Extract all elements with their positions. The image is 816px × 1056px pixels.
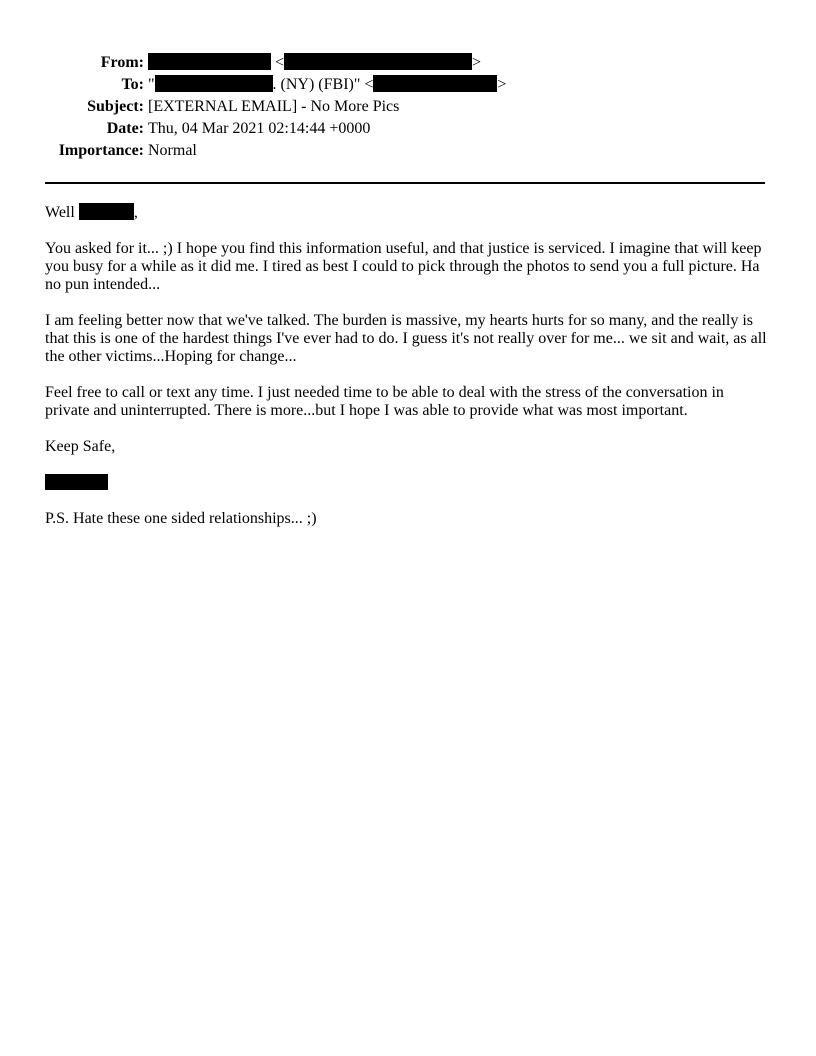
greeting-suffix: , [133, 204, 138, 221]
importance-value: Normal [148, 142, 197, 159]
signature [45, 474, 769, 492]
header-to-row [0, 74, 816, 96]
recipient-name-redaction [79, 203, 134, 220]
from-label: From: [100, 54, 144, 71]
to-email-redaction [373, 75, 497, 92]
to-close-bracket: > [497, 76, 507, 93]
date-label: Date: [106, 120, 144, 137]
header-divider [45, 182, 765, 184]
to-open-quote: " [148, 76, 155, 93]
greeting [45, 203, 769, 222]
email-body [45, 203, 769, 546]
to-value [148, 74, 506, 96]
from-open-bracket: < [275, 54, 285, 71]
signature-redaction [45, 474, 108, 490]
body-paragraph: You asked for it... ;) I hope you find this information useful, and that justice is serviced. I imagine that will keep you busy for a while as it did me. I tired as best I could to pick through the photos to send you a full picture. Ha no pun intended... [45, 240, 762, 293]
from-close-bracket: > [472, 54, 482, 71]
from-name-redaction [148, 53, 271, 70]
to-name-suffix: . (NY) (FBI)" < [272, 76, 374, 93]
subject-label: Subject: [87, 98, 144, 115]
email-header [0, 52, 816, 162]
header-subject-row [0, 96, 816, 118]
to-name-redaction [155, 75, 273, 92]
postscript: P.S. Hate these one sided relationships... ;) [45, 510, 317, 527]
header-from-row [0, 52, 816, 74]
body-paragraph: Feel free to call or text any time. I just needed time to be able to deal with the stress of the conversation in private and uninterrupted. There is more...but I hope I was able to provide what was most important. [45, 384, 724, 419]
from-email-redaction [284, 53, 472, 70]
body-paragraph: I am feeling better now that we've talked. The burden is massive, my hearts hurts for so many, and the really is that this is one of the hardest things I've ever had to do. I guess it's not really over for me... we sit and wait, as all the other victims...Hoping for change... [45, 312, 767, 365]
closing: Keep Safe, [45, 438, 116, 455]
date-value: Thu, 04 Mar 2021 02:14:44 +0000 [148, 120, 371, 137]
to-label: To: [121, 76, 144, 93]
greeting-prefix: Well [45, 204, 79, 221]
header-importance-row [0, 140, 816, 162]
from-value [148, 52, 481, 74]
importance-label: Importance: [58, 142, 144, 159]
subject-value: [EXTERNAL EMAIL] - No More Pics [148, 98, 400, 115]
header-date-row [0, 118, 816, 140]
